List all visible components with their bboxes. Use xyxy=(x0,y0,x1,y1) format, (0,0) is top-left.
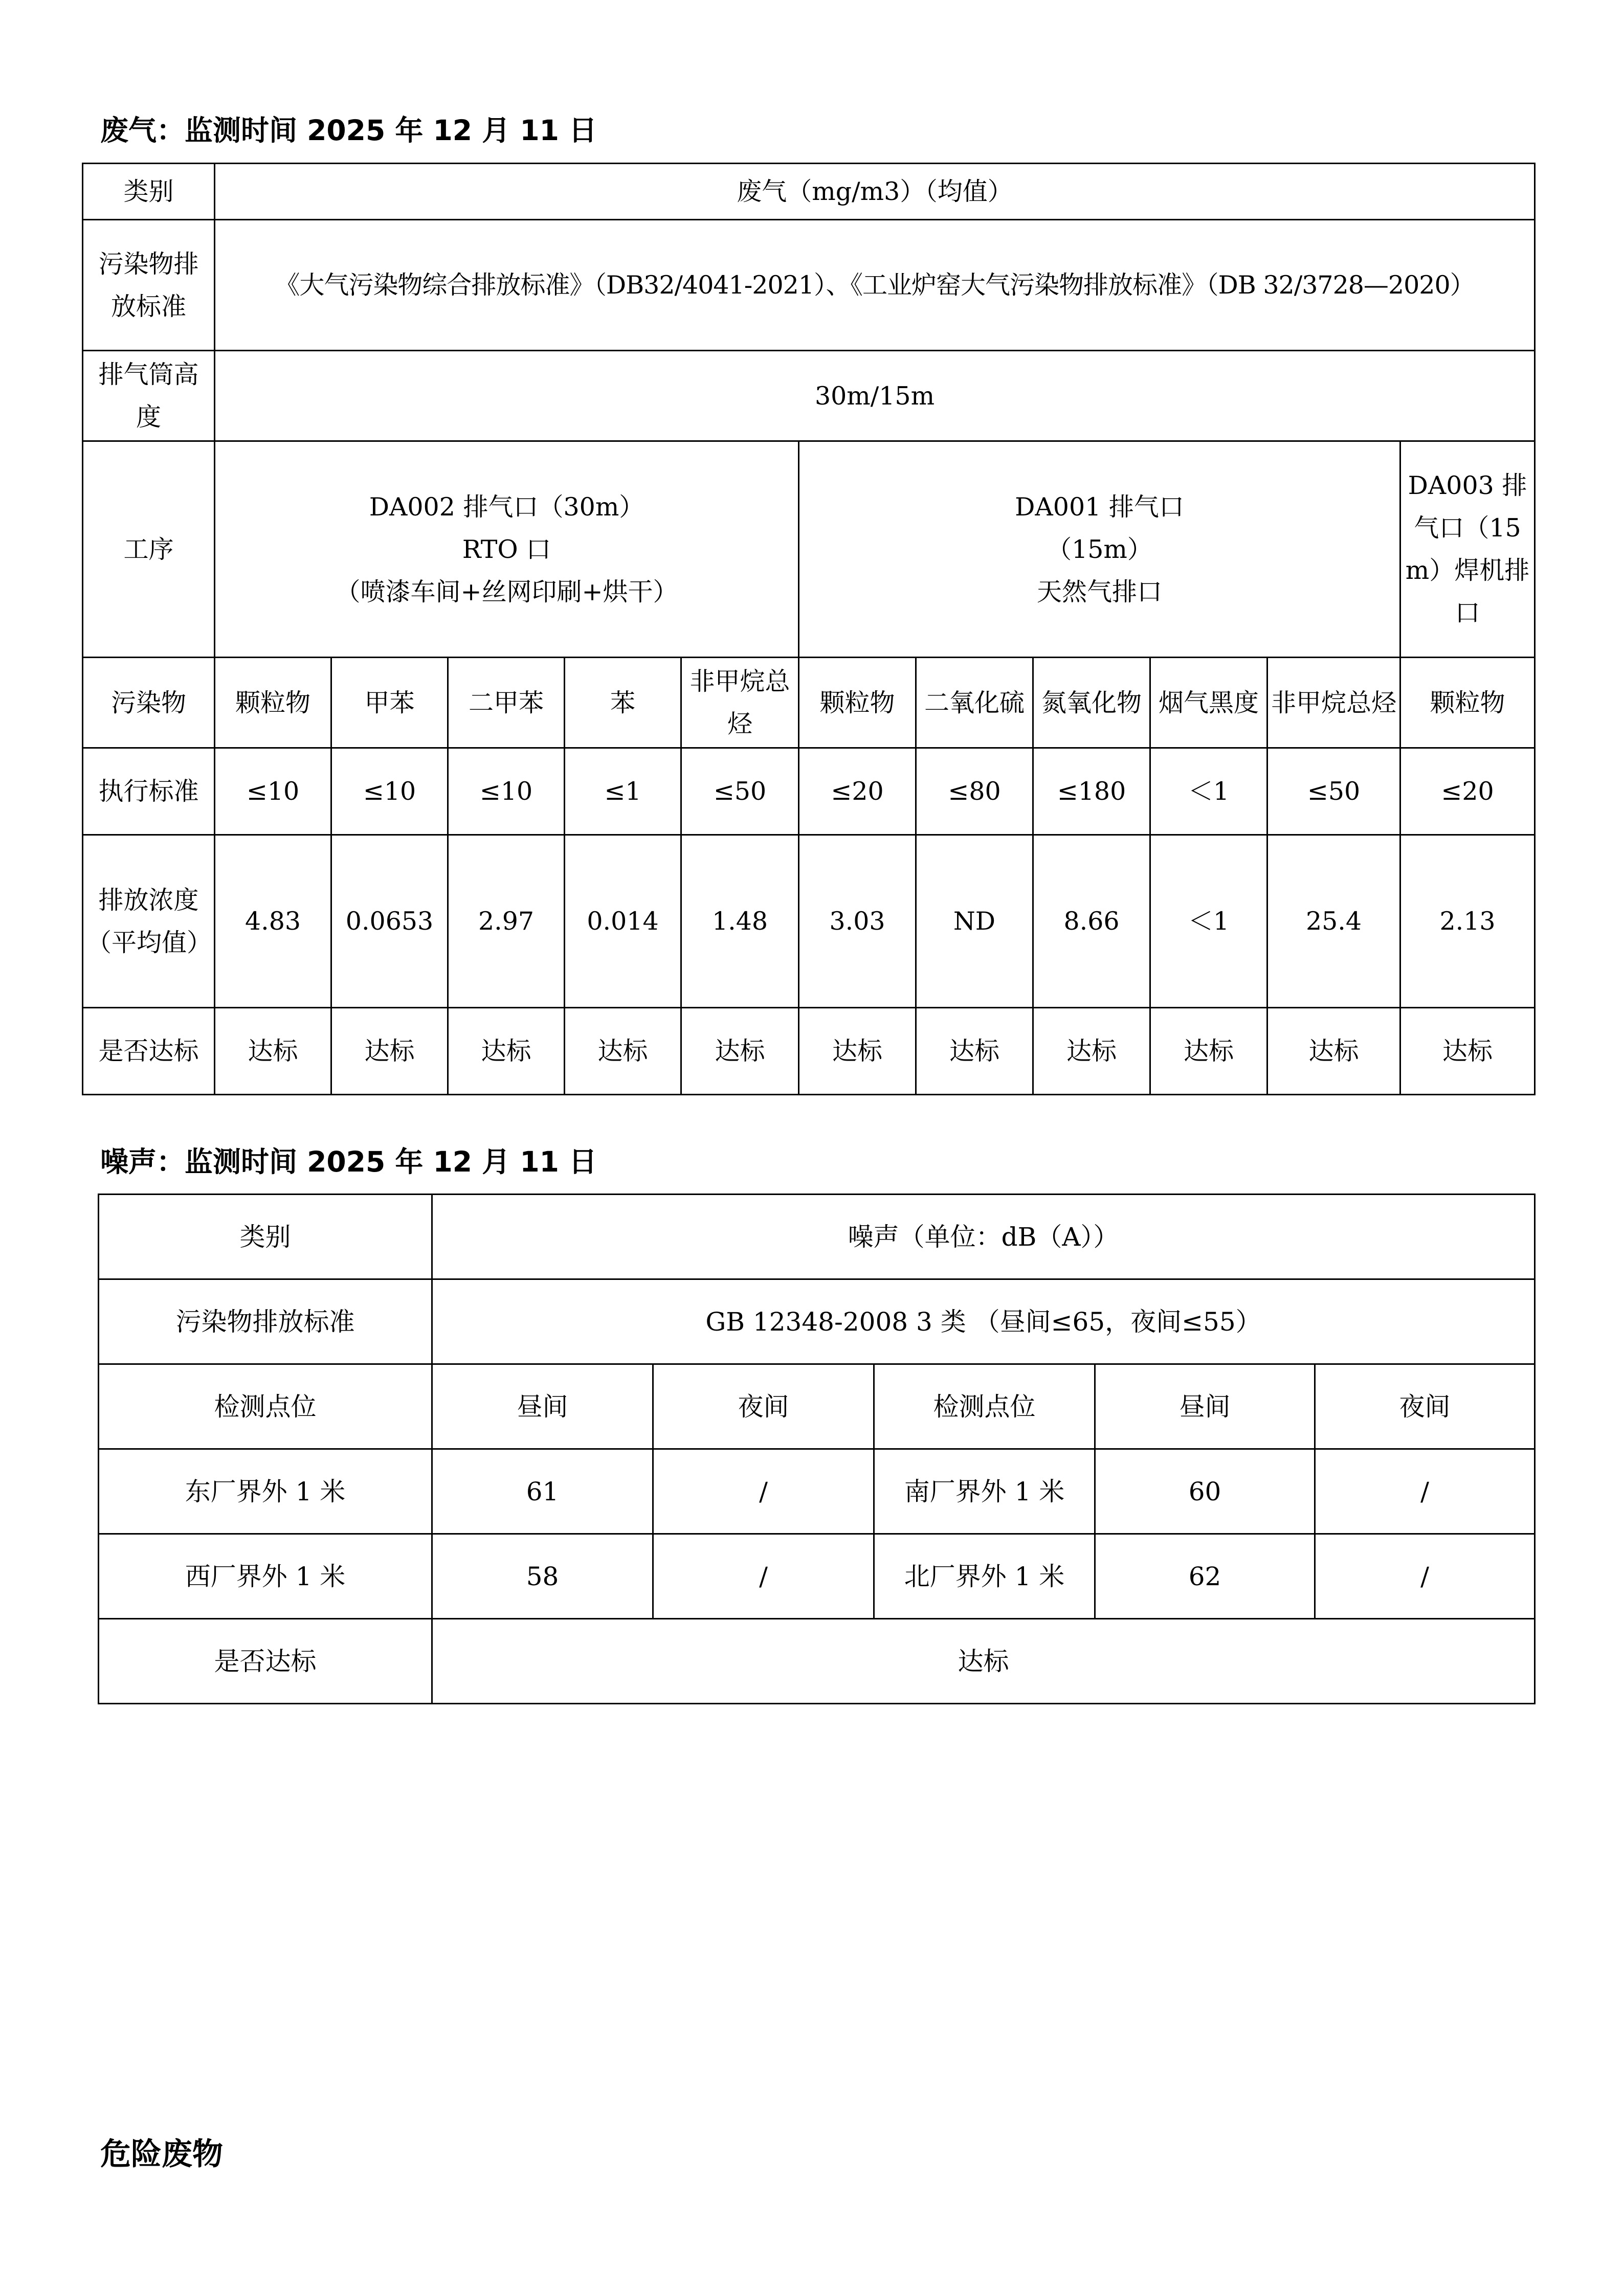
air-emission-row xyxy=(83,835,1535,1008)
compliance-cell: 达标 xyxy=(1033,1008,1150,1095)
noise-point-cell: 北厂界外 1 米 xyxy=(874,1534,1095,1619)
noise-day-header: 昼间 xyxy=(432,1364,653,1449)
emission-cell: 2.97 xyxy=(448,835,565,1008)
air-stack-height-label: 排气筒高度 xyxy=(83,351,215,441)
limit-cell: ＜1 xyxy=(1150,748,1267,835)
noise-compliance-row xyxy=(99,1619,1535,1704)
emission-cell: ND xyxy=(916,835,1033,1008)
emission-cell: 3.03 xyxy=(799,835,916,1008)
outlet-da002 xyxy=(215,441,799,658)
pollutant-cell: 颗粒物 xyxy=(215,658,331,748)
noise-standard-label: 污染物排放标准 xyxy=(99,1279,432,1364)
noise-point-header: 检测点位 xyxy=(874,1364,1095,1449)
air-process-row xyxy=(83,441,1535,658)
compliance-cell: 达标 xyxy=(1400,1008,1535,1095)
air-stack-height-value: 30m/15m xyxy=(215,351,1535,441)
noise-header-row xyxy=(99,1364,1535,1449)
limit-cell: ≤10 xyxy=(331,748,448,835)
limit-cell: ≤1 xyxy=(565,748,681,835)
limit-cell: ≤10 xyxy=(448,748,565,835)
compliance-cell: 达标 xyxy=(1267,1008,1400,1095)
pollutant-cell: 二氧化硫 xyxy=(916,658,1033,748)
noise-day-value: 60 xyxy=(1095,1449,1315,1534)
outlet-da001 xyxy=(799,441,1400,658)
air-pollutant-label: 污染物 xyxy=(83,658,215,748)
outlet-da003: DA003 排气口（15m）焊机排口 xyxy=(1400,441,1535,658)
limit-cell: ≤80 xyxy=(916,748,1033,835)
emission-cell: 25.4 xyxy=(1267,835,1400,1008)
emission-cell: 4.83 xyxy=(215,835,331,1008)
air-monitoring-table xyxy=(82,163,1536,1095)
noise-data-row xyxy=(99,1449,1535,1534)
compliance-cell: 达标 xyxy=(448,1008,565,1095)
hazardous-waste-heading: 危险废物 xyxy=(100,2136,223,2172)
noise-night-header: 夜间 xyxy=(1315,1364,1535,1449)
air-process-label: 工序 xyxy=(83,441,215,658)
outlet-da002-line1: DA002 排气口（30m） xyxy=(369,492,644,522)
noise-day-value: 62 xyxy=(1095,1534,1315,1619)
compliance-cell: 达标 xyxy=(799,1008,916,1095)
noise-day-header: 昼间 xyxy=(1095,1364,1315,1449)
air-compliance-row xyxy=(83,1008,1535,1095)
air-stack-height-row xyxy=(83,351,1535,441)
emission-cell: 0.014 xyxy=(565,835,681,1008)
pollutant-cell: 非甲烷总烃 xyxy=(681,658,799,748)
noise-night-value: / xyxy=(1315,1534,1535,1619)
compliance-cell: 达标 xyxy=(565,1008,681,1095)
compliance-cell: 达标 xyxy=(331,1008,448,1095)
compliance-cell: 达标 xyxy=(215,1008,331,1095)
limit-cell: ≤50 xyxy=(1267,748,1400,835)
noise-night-value: / xyxy=(1315,1449,1535,1534)
emission-cell: 8.66 xyxy=(1033,835,1150,1008)
air-limit-row xyxy=(83,748,1535,835)
emission-cell: 1.48 xyxy=(681,835,799,1008)
noise-category-row xyxy=(99,1195,1535,1279)
noise-section-heading: 噪声：监测时间 2025 年 12 月 11 日 xyxy=(100,1145,597,1178)
outlet-da002-line2: RTO 口 xyxy=(462,534,551,564)
compliance-cell: 达标 xyxy=(1150,1008,1267,1095)
noise-night-header: 夜间 xyxy=(653,1364,874,1449)
outlet-da001-line2: （15m） xyxy=(1047,534,1152,564)
air-standard-label: 污染物排放标准 xyxy=(83,220,215,351)
outlet-da002-line3: （喷漆车间+丝网印刷+烘干） xyxy=(335,577,678,606)
air-category-label: 类别 xyxy=(83,164,215,220)
pollutant-cell: 烟气黑度 xyxy=(1150,658,1267,748)
noise-standard-value: GB 12348-2008 3 类 （昼间≤65，夜间≤55） xyxy=(432,1279,1535,1364)
air-category-value: 废气（mg/m3）（均值） xyxy=(215,164,1535,220)
noise-point-cell: 南厂界外 1 米 xyxy=(874,1449,1095,1534)
compliance-cell: 达标 xyxy=(916,1008,1033,1095)
noise-night-value: / xyxy=(653,1534,874,1619)
noise-category-label: 类别 xyxy=(99,1195,432,1279)
noise-day-value: 58 xyxy=(432,1534,653,1619)
limit-cell: ≤20 xyxy=(799,748,916,835)
noise-category-value: 噪声（单位：dB（A）） xyxy=(432,1195,1535,1279)
noise-point-cell: 西厂界外 1 米 xyxy=(99,1534,432,1619)
limit-cell: ≤50 xyxy=(681,748,799,835)
air-standard-value: 《大气污染物综合排放标准》（DB32/4041-2021）、《工业炉窑大气污染物排放标准》（DB 32/3728—2020） xyxy=(215,220,1535,351)
compliance-cell: 达标 xyxy=(681,1008,799,1095)
limit-cell: ≤20 xyxy=(1400,748,1535,835)
pollutant-cell: 氮氧化物 xyxy=(1033,658,1150,748)
air-section-heading: 废气：监测时间 2025 年 12 月 11 日 xyxy=(100,114,597,147)
noise-compliance-label: 是否达标 xyxy=(99,1619,432,1704)
air-pollutant-row xyxy=(83,658,1535,748)
noise-monitoring-table xyxy=(98,1194,1536,1704)
pollutant-cell: 非甲烷总烃 xyxy=(1267,658,1400,748)
air-limit-label: 执行标准 xyxy=(83,748,215,835)
pollutant-cell: 颗粒物 xyxy=(1400,658,1535,748)
air-category-row xyxy=(83,164,1535,220)
pollutant-cell: 颗粒物 xyxy=(799,658,916,748)
pollutant-cell: 二甲苯 xyxy=(448,658,565,748)
noise-point-cell: 东厂界外 1 米 xyxy=(99,1449,432,1534)
limit-cell: ≤180 xyxy=(1033,748,1150,835)
noise-standard-row xyxy=(99,1279,1535,1364)
air-compliance-label: 是否达标 xyxy=(83,1008,215,1095)
emission-cell: 0.0653 xyxy=(331,835,448,1008)
noise-night-value: / xyxy=(653,1449,874,1534)
limit-cell: ≤10 xyxy=(215,748,331,835)
air-standard-row xyxy=(83,220,1535,351)
emission-cell: 2.13 xyxy=(1400,835,1535,1008)
outlet-da001-line1: DA001 排气口 xyxy=(1015,492,1184,522)
noise-point-header: 检测点位 xyxy=(99,1364,432,1449)
pollutant-cell: 苯 xyxy=(565,658,681,748)
air-emission-label: 排放浓度（平均值） xyxy=(83,835,215,1008)
pollutant-cell: 甲苯 xyxy=(331,658,448,748)
noise-compliance-value: 达标 xyxy=(432,1619,1535,1704)
outlet-da001-line3: 天然气排口 xyxy=(1036,577,1162,606)
emission-cell: ＜1 xyxy=(1150,835,1267,1008)
noise-data-row xyxy=(99,1534,1535,1619)
noise-day-value: 61 xyxy=(432,1449,653,1534)
